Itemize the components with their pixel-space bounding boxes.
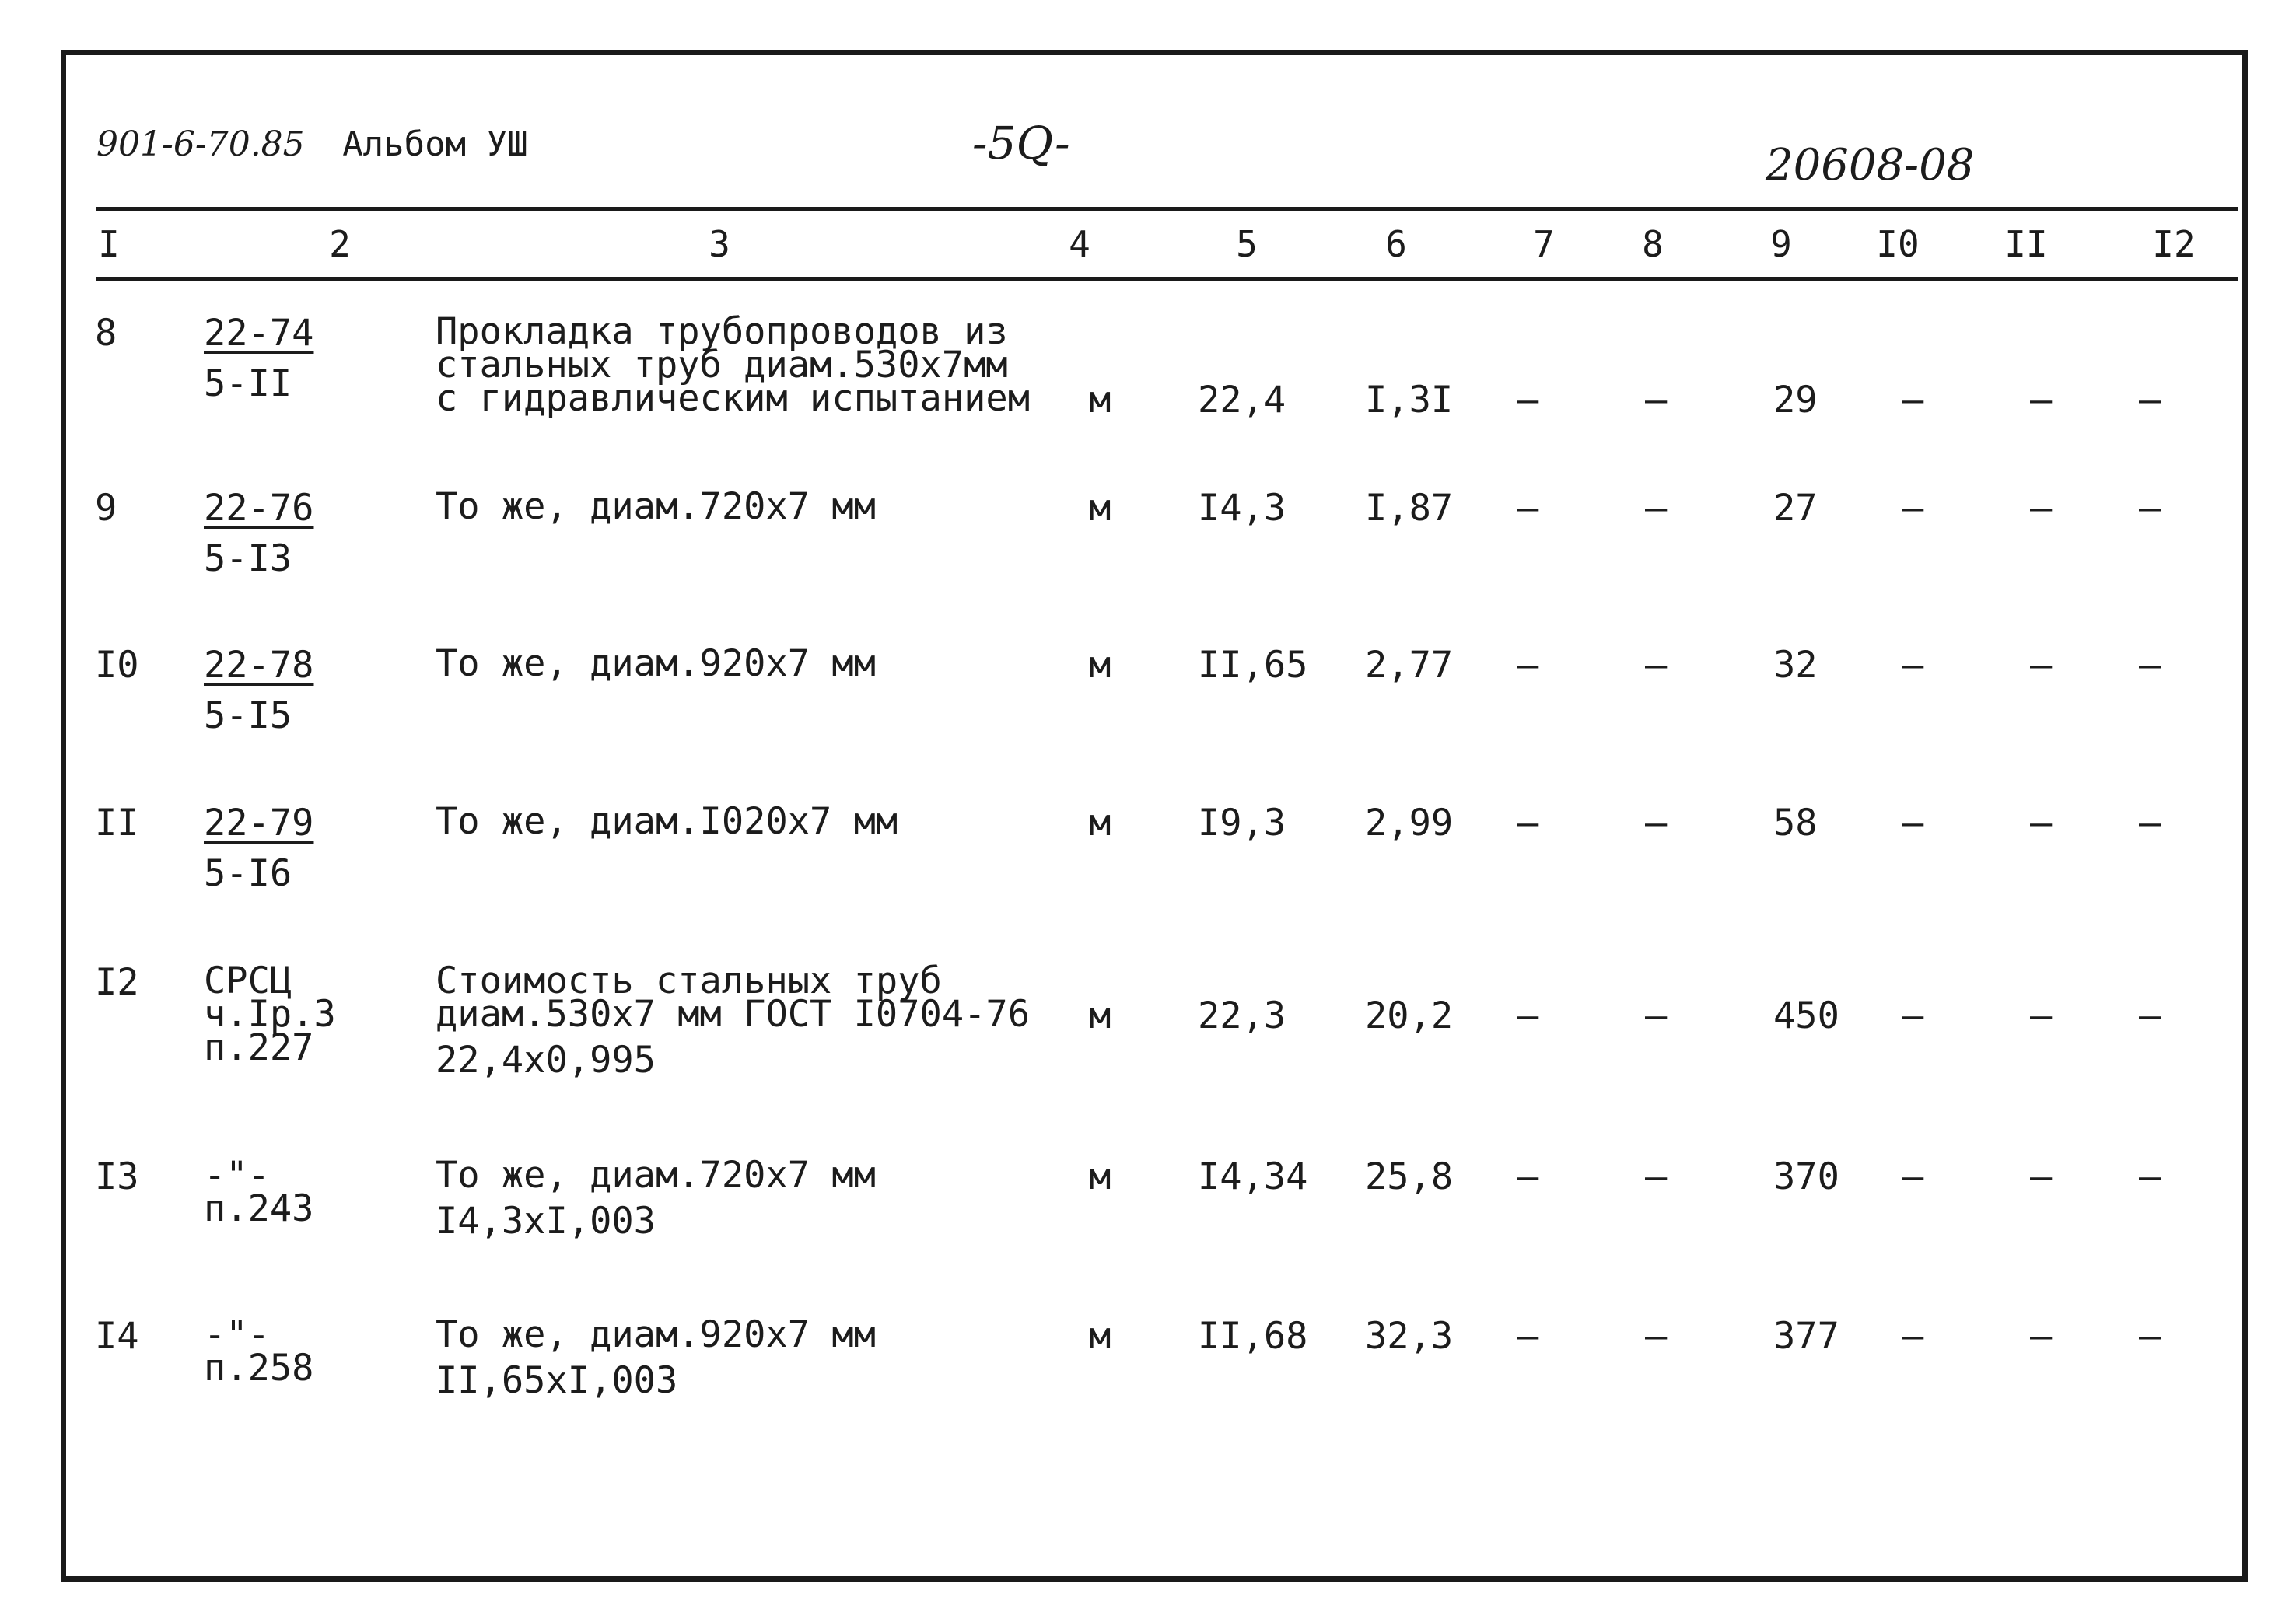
price-reference-line: ч.Iр.3 [204,993,336,1036]
norm-code: 22-74 [204,312,314,355]
column-number: 5 [1236,223,1258,265]
unit-of-measure: м [1089,995,1111,1037]
norm-reference [204,644,314,737]
norm-subcode: 5-I6 [204,852,292,895]
column-number: I [98,223,120,265]
column-number: I0 [1876,223,1920,265]
album-label: Альбом УШ [342,124,528,164]
row-number: I0 [95,644,139,687]
description-line: стальных труб диам.530х7мм [436,344,1008,387]
description-line: Стоимость стальных труб [436,960,942,1002]
empty-dash: – [2139,1155,2161,1198]
price-reference-line: п.227 [204,1026,314,1070]
empty-dash: – [2030,487,2053,530]
norm-reference [204,960,336,1070]
empty-dash: – [1645,644,1668,687]
empty-dash: – [2030,995,2053,1037]
empty-dash: – [1517,644,1539,687]
value-c9: 377 [1773,1315,1839,1358]
document-code [96,124,528,164]
doc-code-text: 901-6-70.85 [96,124,305,164]
row-number: I2 [95,961,139,1004]
norm-code: 22-78 [204,644,314,687]
value-c6: 20,2 [1365,995,1454,1037]
value-c5: I9,3 [1198,802,1286,844]
empty-dash: – [1645,379,1668,421]
empty-dash: – [2030,644,2053,687]
value-c6: 2,77 [1365,644,1454,687]
row-number: II [95,802,139,844]
value-c9: 29 [1773,379,1818,421]
empty-dash: – [1902,1315,1924,1358]
price-reference-line: п.243 [204,1187,314,1231]
empty-dash: – [1645,802,1668,844]
norm-subcode: 5-II [204,362,292,405]
value-c6: 25,8 [1365,1155,1454,1198]
empty-dash: – [1902,487,1924,530]
value-c5: 22,3 [1198,995,1286,1037]
empty-dash: – [1517,802,1539,844]
empty-dash: – [2139,802,2161,844]
value-c9: 27 [1773,487,1818,530]
work-description [436,310,1031,421]
norm-subcode: 5-I5 [204,694,292,737]
empty-dash: – [1645,1155,1668,1198]
empty-dash: – [2030,1155,2053,1198]
column-number: I2 [2152,223,2196,265]
empty-dash: – [2030,379,2053,421]
calculation-note: I4,3хI,003 [436,1200,656,1243]
column-number: 8 [1642,223,1664,265]
empty-dash: – [2030,1315,2053,1358]
column-number: 3 [709,223,730,265]
empty-dash: – [1517,1315,1539,1358]
unit-of-measure: м [1089,802,1111,844]
empty-dash: – [1517,1155,1539,1198]
column-number: II [2004,223,2048,265]
project-code: 20608-08 [1766,140,1975,191]
value-c5: I4,34 [1198,1155,1308,1198]
row-number: 8 [95,312,117,355]
column-number: 6 [1385,223,1407,265]
empty-dash: – [2139,995,2161,1037]
description-line: Прокладка трубопроводов из [436,310,1008,353]
column-number: 4 [1069,223,1090,265]
empty-dash: – [1645,487,1668,530]
description-line: То же, диам.I020х7 мм [436,800,898,843]
value-c9: 58 [1773,802,1818,844]
calculation-note: 22,4х0,995 [436,1039,656,1082]
empty-dash: – [2139,1315,2161,1358]
empty-dash: – [2139,487,2161,530]
empty-dash: – [1517,379,1539,421]
empty-dash: – [2139,644,2161,687]
value-c5: II,68 [1198,1315,1308,1358]
work-description [436,642,876,685]
price-reference-line: -"- [204,1154,270,1197]
work-description [436,1154,876,1243]
column-number: 7 [1533,223,1555,265]
price-reference-line: -"- [204,1313,270,1356]
value-c5: I4,3 [1198,487,1286,530]
norm-reference [204,1313,314,1390]
unit-of-measure: м [1089,644,1111,687]
value-c5: 22,4 [1198,379,1286,421]
header-top-rule [96,207,2238,211]
price-reference-line: п.258 [204,1347,314,1390]
value-c9: 32 [1773,644,1818,687]
unit-of-measure: м [1089,1315,1111,1358]
empty-dash: – [1902,379,1924,421]
value-c6: 32,3 [1365,1315,1454,1358]
unit-of-measure: м [1089,487,1111,530]
empty-dash: – [1902,995,1924,1037]
work-description [436,485,876,528]
unit-of-measure: м [1089,1155,1111,1198]
norm-reference [204,1154,314,1231]
value-c6: I,3I [1365,379,1454,421]
empty-dash: – [1517,995,1539,1037]
description-line: То же, диам.920х7 мм [436,642,876,685]
description-line: с гидравлическим испытанием [436,377,1031,421]
work-description [436,1313,876,1403]
norm-reference [204,487,314,580]
norm-reference [204,802,314,895]
row-number: I4 [95,1315,139,1358]
norm-code: 22-79 [204,802,314,844]
empty-dash: – [1902,644,1924,687]
empty-dash: – [2139,379,2161,421]
value-c6: I,87 [1365,487,1454,530]
row-number: I3 [95,1155,139,1198]
description-line: диам.530х7 мм ГОСТ I0704-76 [436,993,1031,1036]
header-bottom-rule [96,277,2238,281]
work-description [436,800,898,843]
unit-of-measure: м [1089,379,1111,421]
value-c5: II,65 [1198,644,1308,687]
empty-dash: – [2030,802,2053,844]
value-c6: 2,99 [1365,802,1454,844]
page-number: -5Q- [972,117,1070,170]
price-reference-line: СРСЦ [204,960,292,1002]
empty-dash: – [1517,487,1539,530]
empty-dash: – [1645,995,1668,1037]
empty-dash: – [1902,802,1924,844]
description-line: То же, диам.720х7 мм [436,485,876,528]
norm-subcode: 5-I3 [204,537,292,580]
description-line: То же, диам.720х7 мм [436,1154,876,1197]
description-line: То же, диам.920х7 мм [436,1313,876,1356]
empty-dash: – [1902,1155,1924,1198]
work-description [436,960,1031,1082]
norm-code: 22-76 [204,487,314,530]
value-c9: 450 [1773,995,1839,1037]
calculation-note: II,65хI,003 [436,1359,678,1403]
empty-dash: – [1645,1315,1668,1358]
column-number: 2 [329,223,351,265]
column-number: 9 [1770,223,1792,265]
row-number: 9 [95,487,117,530]
value-c9: 370 [1773,1155,1839,1198]
norm-reference [204,312,314,405]
